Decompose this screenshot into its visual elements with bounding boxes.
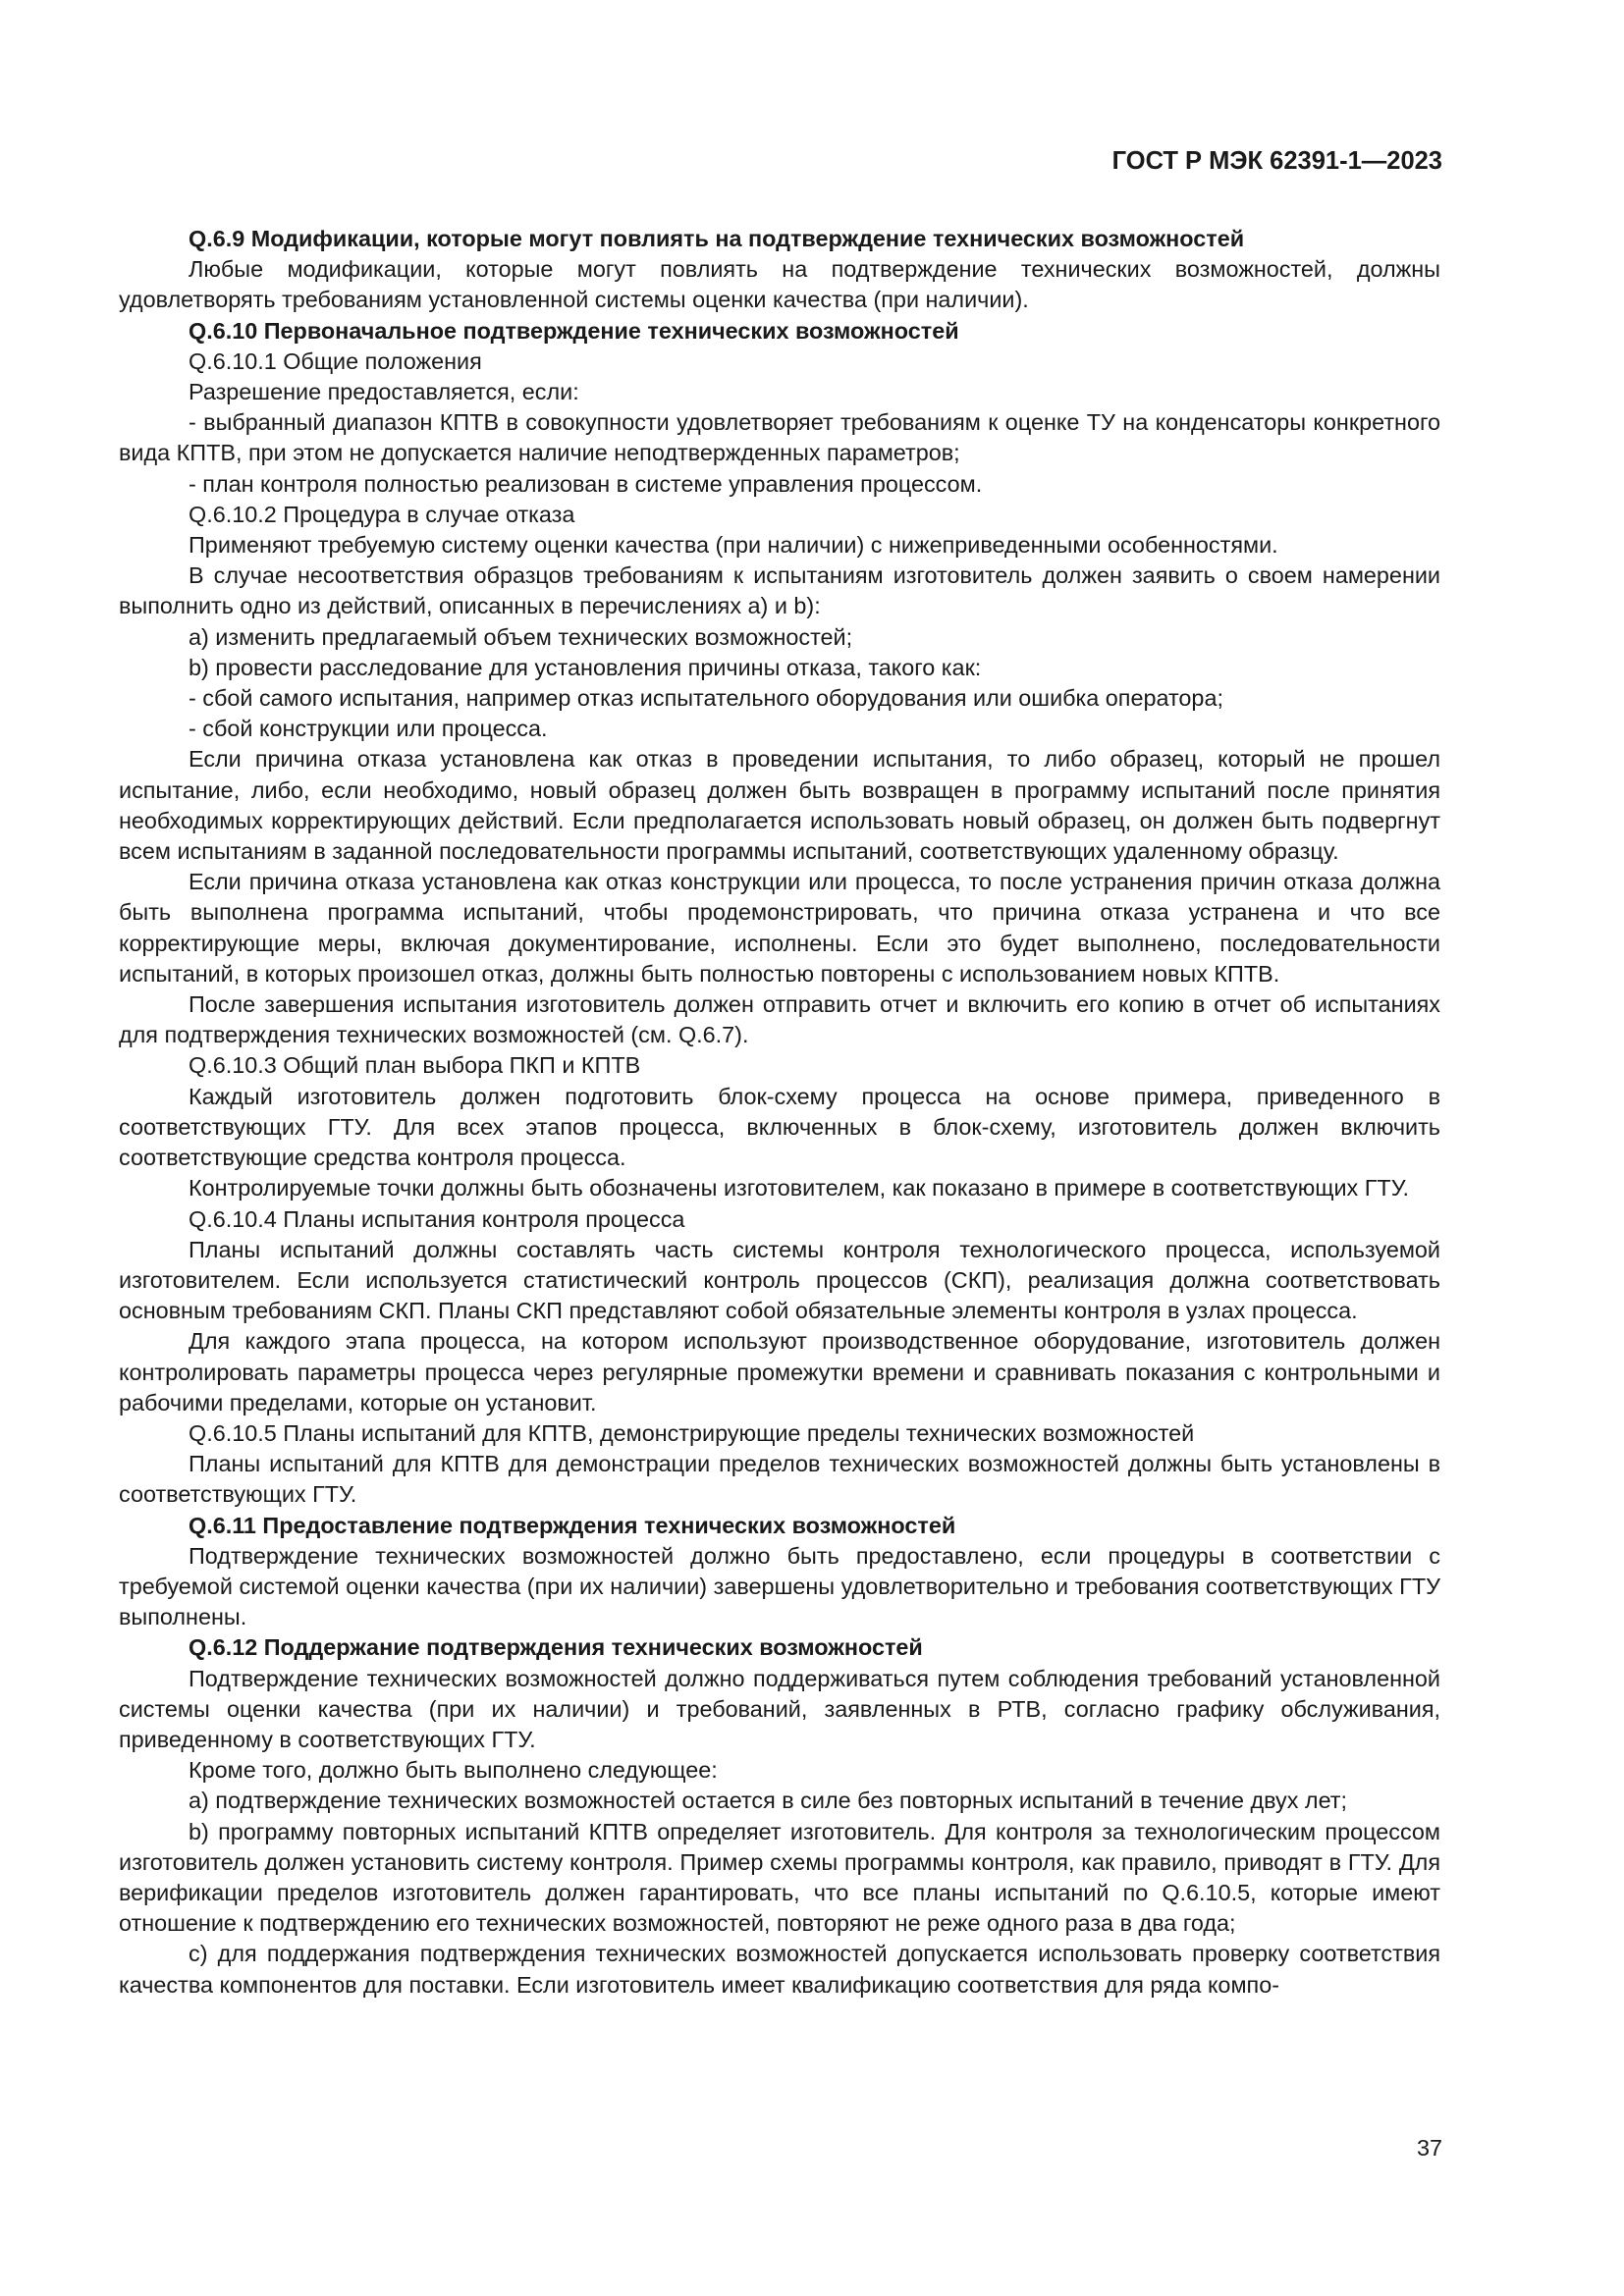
list-item: b) программу повторных испытаний КПТВ определяет изготовитель. Для контроля за технологическим процессом изготовитель должен установить систему контроля. Пример схемы программы контроля, как правило, приводят в ГТУ. Для верификации пределов изготовитель должен гарантировать, что все планы испытаний по Q.6.10.5, которые имеют отношение к подтверждению его технических возможностей, повторяют не реже одного раза в два года;: [119, 1818, 1440, 1937]
paragraph: Разрешение предоставляется, если:: [189, 379, 579, 405]
section-heading-q-6-9: Q.6.9 Модификации, которые могут повлиять на подтверждение технических возможностей: [189, 226, 1245, 251]
section-heading-q-6-10: Q.6.10 Первоначальное подтверждение технических возможностей: [189, 317, 959, 344]
dash-list-item: - сбой самого испытания, например отказ испытательного оборудования или ошибка оператора;: [189, 685, 1223, 712]
subsection-title: Q.6.10.5 Планы испытаний для КПТВ, демонстрирующие пределы технических возможностей: [189, 1419, 1195, 1446]
paragraph: Планы испытаний должны составлять часть системы контроля технологического процесса, используемой изготовителем. Если используется статистический контроль процессов (СКП), реализация должна соответствовать основным требованиям СКП. Планы СКП представляют собой обязательные элементы контроля в узлах процесса.: [119, 1236, 1440, 1324]
paragraph: Любые модификации, которые могут повлиять на подтверждение технических возможностей, должны удовлетворять требованиям установленной системы оценки качества (при наличии).: [119, 256, 1440, 313]
paragraph: Если причина отказа установлена как отказ в проведении испытания, то либо образец, который не прошел испытание, либо, если необходимо, новый образец должен быть возвращен в программу испытаний после принятия необходимых корректирующих действий. Если предполагается использовать новый образец, он должен быть подвергнут всем испытаниям в заданной последовательности программы испытаний, соответствующих удаленному образцу.: [119, 746, 1440, 865]
subsection-title: Q.6.10.3 Общий план выбора ПКП и КПТВ: [189, 1052, 641, 1079]
dash-list-item: - выбранный диапазон КПТВ в совокупности удовлетворяет требованиям к оценке ТУ на конденсаторы конкретного вида КПТВ, при этом не допускается наличие неподтвержденных параметров;: [119, 409, 1440, 466]
paragraph: Подтверждение технических возможностей должно быть предоставлено, если процедуры в соответствии с требуемой системой оценки качества (при их наличии) завершены удовлетворительно и требования соответствующих ГТУ выполнены.: [119, 1542, 1440, 1630]
subsection-title: Q.6.10.4 Планы испытания контроля процесса: [189, 1205, 685, 1232]
dash-list-item: - сбой конструкции или процесса.: [189, 716, 548, 742]
section-heading-q-6-12: Q.6.12 Поддержание подтверждения технических возможностей: [189, 1634, 923, 1661]
paragraph: Если причина отказа установлена как отказ конструкции или процесса, то после устранения причин отказа должна быть выполнена программа испытаний, чтобы продемонстрировать, что причина отказа устранена и что все корректирующие меры, включая документирование, исполнены. Если это будет выполнено, последовательности испытаний, в которых произошел отказ, должны быть полностью повторены с использованием новых КПТВ.: [119, 869, 1440, 987]
paragraph: Контролируемые точки должны быть обозначены изготовителем, как показано в примере в соответствующих ГТУ.: [189, 1175, 1409, 1201]
paragraph: Каждый изготовитель должен подготовить блок-схему процесса на основе примера, приведенного в соответствующих ГТУ. Для всех этапов процесса, включенных в блок-схему, изготовитель должен включить соответствующие средства контроля процесса.: [119, 1083, 1440, 1171]
paragraph: Для каждого этапа процесса, на котором используют производственное оборудование, изготовитель должен контролировать параметры процесса через регулярные промежутки времени и сравнивать показания с контрольными и рабочими пределами, которые он установит.: [119, 1328, 1440, 1415]
document-standard-code: ГОСТ Р МЭК 62391-1—2023: [1111, 147, 1442, 175]
list-item: c) для поддержания подтверждения технических возможностей допускается использовать проверку соответствия качества компонентов для поставки. Если изготовитель имеет квалификацию соответствия для ряда компо-: [119, 1941, 1440, 1998]
dash-list-item: - план контроля полностью реализован в системе управления процессом.: [189, 470, 983, 497]
section-heading-q-6-11: Q.6.11 Предоставление подтверждения технических возможностей: [189, 1512, 956, 1538]
paragraph: Планы испытаний для КПТВ для демонстрации пределов технических возможностей должны быть установлены в соответствующих ГТУ.: [119, 1451, 1440, 1508]
list-item: а) изменить предлагаемый объем технических возможностей;: [189, 623, 853, 650]
paragraph: Кроме того, должно быть выполнено следующее:: [189, 1757, 718, 1784]
page-number: 37: [1416, 2135, 1442, 2161]
list-item: b) провести расследование для установления причины отказа, такого как:: [189, 654, 982, 680]
list-item: а) подтверждение технических возможностей остается в силе без повторных испытаний в течение двух лет;: [189, 1788, 1348, 1814]
paragraph: Применяют требуемую систему оценки качества (при наличии) с нижеприведенными особенностями.: [189, 532, 1278, 559]
paragraph: После завершения испытания изготовитель должен отправить отчет и включить его копию в отчет об испытаниях для подтверждения технических возможностей (см. Q.6.7).: [119, 991, 1440, 1048]
subsection-title: Q.6.10.2 Процедура в случае отказа: [189, 501, 575, 527]
paragraph: Подтверждение технических возможностей должно поддерживаться путем соблюдения требований установленной системы оценки качества (при их наличии) и требований, заявленных в РТВ, согласно графику обслуживания, приведенному в соответствующих ГТУ.: [119, 1665, 1440, 1752]
document-body: [119, 224, 1440, 2001]
paragraph: В случае несоответствия образцов требованиям к испытаниям изготовитель должен заявить о своем намерении выполнить одно из действий, описанных в перечислениях а) и b):: [119, 562, 1440, 619]
subsection-title: Q.6.10.1 Общие положения: [189, 347, 482, 374]
